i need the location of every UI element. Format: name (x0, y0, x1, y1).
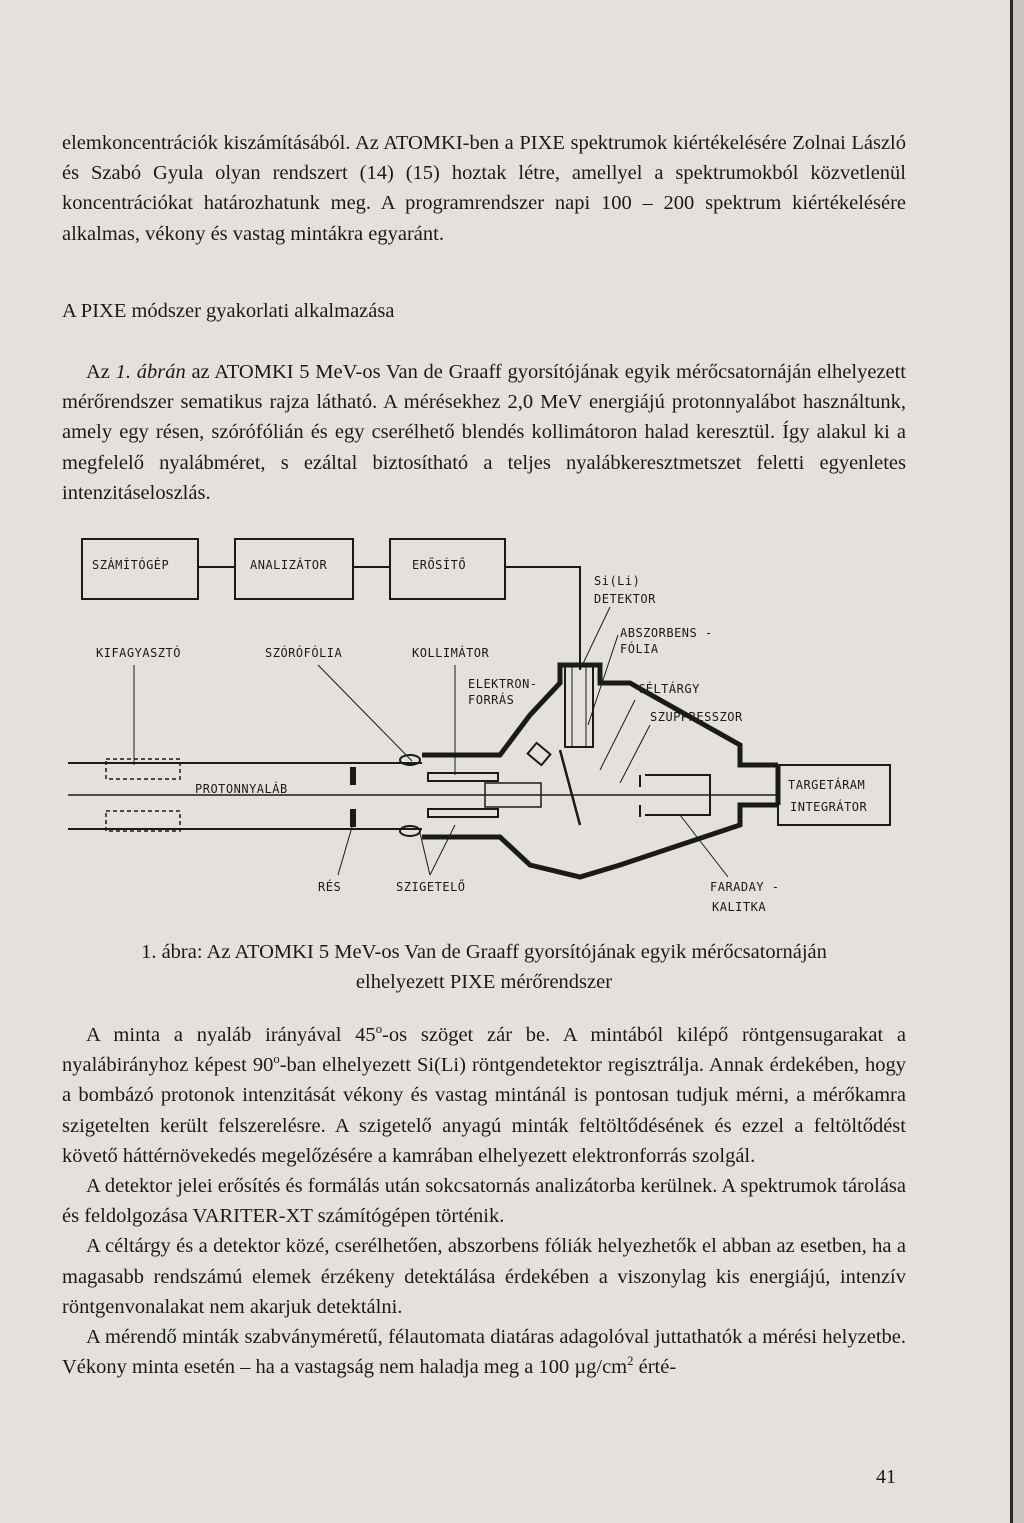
integrator-label-1: TARGETÁRAM (788, 778, 866, 792)
paragraph-1: elemkoncentrációk kiszámításából. Az ATOMKI-ben a PIXE spektrumok kiértékelésére Zolnai László és Szabó Gyula olyan rendszert (14) (15) hoztak létre, amellyel a spektrumokból közvetlenül koncentrációkat határozhatunk meg. A programrendszer napi 100 – 200 spektrum kiértékelésére alkalmas, vékony és vastag mintákra egyaránt. (62, 132, 906, 245)
absorber-label-2: FÓLIA (620, 642, 659, 656)
paragraph-3: A minta a nyaláb irányával 45$^o$-os szöget zár be. A mintából kilépő röntgensugarakat a nyalábirányhoz képest 90$^o$-ban elhelyezett Si(Li) röntgendetektor regisztrálja. Annak érdekében, hogy a bombázó protonok intenzitását vékony és vastag mintánál is pontosan tudjuk mérni, a mérőkamra szigetelten került felszerelésre. A szigetelő anyagú minták feltöltődésének és ezzel a feltöltődést követő háttérnövekedés megelőzésére a kamrában elhelyezett elektronforrás szolgál. (62, 1022, 907, 1167)
figure-caption (62, 937, 906, 997)
absorber-label-1: ABSZORBENS - (620, 626, 713, 640)
scatter-foil-label: SZÓRÓFÓLIA (265, 646, 343, 660)
insulator-label: SZIGETELŐ (396, 880, 466, 894)
paragraph-intro (62, 128, 906, 249)
suppressor-label: SZUPPRESSZOR (650, 710, 743, 724)
computer-label: SZÁMÍTÓGÉP (92, 558, 170, 572)
electron-source (528, 743, 551, 765)
caption-line-2: elhelyezett PIXE mérőrendszer (355, 971, 613, 993)
integrator-label-2: INTEGRÁTOR (790, 800, 868, 814)
paragraph-figure-intro (62, 357, 906, 508)
detector-tube (565, 665, 593, 747)
electron-source-label-1: ELEKTRON- (468, 677, 538, 691)
proton-beam-label: PROTONNYALÁB (195, 782, 288, 796)
slit-upper (350, 767, 356, 785)
collimator-label: KOLLIMÁTOR (412, 646, 490, 660)
integrator-box (778, 765, 890, 825)
electron-source-label-2: FORRÁS (468, 693, 515, 707)
faraday-label-1: FARADAY - (710, 880, 780, 894)
paragraph-6: A mérendő minták szabványméretű, félautomata diatáras adagolóval juttathatók a mérési helyzetbe. Vékony minta esetén – ha a vastagság nem haladja meg a 100 $\mu g/cm^2$ érté- (62, 1326, 906, 1379)
faraday-label-2: KALITKA (712, 900, 767, 914)
pixe-setup-diagram (60, 525, 900, 925)
paragraph-4: A detektor jelei erősítés és formálás után sokcsatornás analizátorba kerülnek. A spektrumok tárolása és feldolgozása VARITER-XT számítógépen történik. (62, 1175, 906, 1228)
paragraph-5: A céltárgy és a detektor közé, cserélhetően, abszorbens fóliák helyezhetők el abban az esetben, ha a magasabb rendszámú elemek érzékeny detektálása érdekében a viszonylag kis energiájú, intenzív röntgenvonalakat nem akarjuk detektálni. (62, 1235, 906, 1318)
body-text (62, 1020, 906, 1382)
section-heading: A PIXE módszer gyakorlati alkalmazása (62, 300, 395, 322)
caption-line-1: 1. ábra: Az ATOMKI 5 MeV-os Van de Graaff gyorsítójának egyik mérőcsatornáján (141, 941, 827, 963)
amplifier-label: ERŐSÍTŐ (412, 558, 467, 572)
slit-label: RÉS (318, 880, 342, 894)
detector-label-1: Si(Li) (594, 574, 641, 588)
target-label: CÉLTÁRGY (638, 682, 700, 696)
analyzer-label: ANALIZÁTOR (250, 558, 328, 572)
slit-lower (350, 809, 356, 827)
detector-label-2: DETEKTOR (594, 592, 656, 606)
paragraph-2: Az 1. ábrán az ATOMKI 5 MeV-os Van de Graaff gyorsítójának egyik mérőcsatornáján elhelyezett mérőrendszer sematikus rajza látható. A mérésekhez 2,0 MeV energiájú protonnyalábot használtunk, amely egy résen, szórófólián és egy cserélhető blendés kollimátoron halad keresztül. Így alakul ki a megfelelő nyalábméret, s ezáltal biztosítható a teljes nyalábkeresztmetszet feletti egyenletes intenzitáseloszlás. (62, 361, 907, 504)
page-number: 41 (876, 1466, 896, 1488)
cold-trap-label: KIFAGYASZTÓ (96, 646, 181, 660)
